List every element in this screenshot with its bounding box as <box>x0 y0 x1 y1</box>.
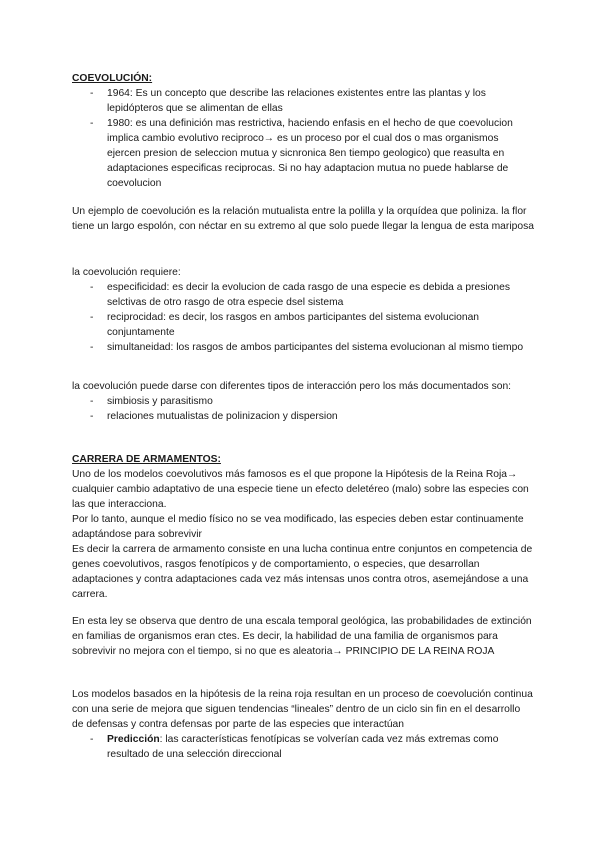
list-item-text: 1980: es una definición mas restrictiva, haciendo enfasis en el hecho de que coevolucion implica cambio evolutivo reciproco→ es un proceso por el cual dos o mas organismos ejercen presion de seleccion mutua y sicnronica 8en tiempo geologico) que reasulta en adaptaciones especificas reciprocas. Si no hay adaptacion mutua no puede hablarse de coevolucion <box>107 118 513 189</box>
coevolucion-list <box>72 86 534 191</box>
list-item <box>72 409 534 424</box>
ejemplo-section <box>72 204 534 234</box>
prediccion-term: Predicción <box>107 734 160 745</box>
ejemplo-paragraph: Un ejemplo de coevolución es la relación mutualista entre la polilla y la orquídea que poliniza. la flor tiene un largo espolón, con néctar en su extremo al que solo puede llegar la lengua de esta mariposa <box>72 206 534 232</box>
list-item <box>72 394 534 409</box>
list-item-text: 1964: Es un concepto que describe las relaciones existentes entre las plantas y los lepidópteros que se alimentan de ellas <box>107 88 486 114</box>
carrera-heading: CARRERA DE ARMAMENTOS: <box>72 454 221 465</box>
dash-bullet: - <box>90 396 94 407</box>
coevolucion-section <box>72 71 534 191</box>
modelos-section <box>72 687 534 762</box>
list-item-text: relaciones mutualistas de polinizacion y dispersion <box>107 411 338 422</box>
list-item <box>72 116 534 191</box>
list-item-text: reciprocidad: es decir, los rasgos en ambos participantes del sistema evolucionan conjuntamente <box>107 312 480 338</box>
list-item <box>72 340 534 355</box>
dash-bullet: - <box>90 411 94 422</box>
requiere-intro: la coevolución requiere: <box>72 267 181 278</box>
dash-bullet: - <box>90 88 94 99</box>
prediccion-text: : las características fenotípicas se volverían cada vez más extremas como resultado de una selección direccional <box>107 734 499 760</box>
carrera-paragraph-2: Por lo tanto, aunque el medio físico no se vea modificado, las especies deben estar continuamente adaptándose para sobrevivir <box>72 514 524 540</box>
tipos-intro: la coevolución puede darse con diferentes tipos de interacción pero los más documentados son: <box>72 381 512 392</box>
carrera-paragraph-3: Es decir la carrera de armamento consiste en una lucha continua entre conjuntos en competencia de genes coevolutivos, rasgos fenotípicos y de comportamiento, o especies, que desarrollan adaptaciones y contra adaptaciones cada vez más intensas unos contra otros, asemejándose a una carrera. <box>72 544 533 600</box>
coevolucion-heading: COEVOLUCIÓN: <box>72 73 153 84</box>
escala-section <box>72 614 534 659</box>
dash-bullet: - <box>90 118 94 129</box>
dash-bullet: - <box>90 282 94 293</box>
requiere-section <box>72 265 534 355</box>
list-item <box>72 732 534 762</box>
dash-bullet: - <box>90 734 94 745</box>
tipos-list <box>72 394 534 424</box>
list-item <box>72 310 534 340</box>
escala-paragraph: En esta ley se observa que dentro de una escala temporal geológica, las probabilidades de extinción en familias de organismos eran ctes. Es decir, la habilidad de una familia de organismos para sobrevivir no mejora con el tiempo, si no que es aleatoria→ PRINCIPIO DE LA REINA ROJA <box>72 616 532 657</box>
tipos-section <box>72 379 534 424</box>
dash-bullet: - <box>90 342 94 353</box>
modelos-paragraph: Los modelos basados en la hipótesis de la reina roja resultan en un proceso de coevolución continua con una serie de mejora que siguen tendencias “lineales” dentro de un ciclo sin fin en el desarrollo de defensas y contra defensas por parte de las especies que interactúan <box>72 689 533 730</box>
list-item-text: simultaneidad: los rasgos de ambos participantes del sistema evolucionan al mismo tiempo <box>107 342 524 353</box>
list-item-text: especificidad: es decir la evolucion de cada rasgo de una especie es debida a presiones selctivas de otro rasgo de otra especie dsel sistema <box>107 282 510 308</box>
requiere-list <box>72 280 534 355</box>
list-item-text: simbiosis y parasitismo <box>107 396 213 407</box>
carrera-section <box>72 452 534 602</box>
dash-bullet: - <box>90 312 94 323</box>
list-item <box>72 280 534 310</box>
carrera-paragraph-1: Uno de los modelos coevolutivos más famosos es el que propone la Hipótesis de la Reina Roja→ cualquier cambio adaptativo de una especie tiene un efecto deletéreo (malo) sobre las especies con las que interacciona. <box>72 469 529 510</box>
modelos-list <box>72 732 534 762</box>
list-item <box>72 86 534 116</box>
